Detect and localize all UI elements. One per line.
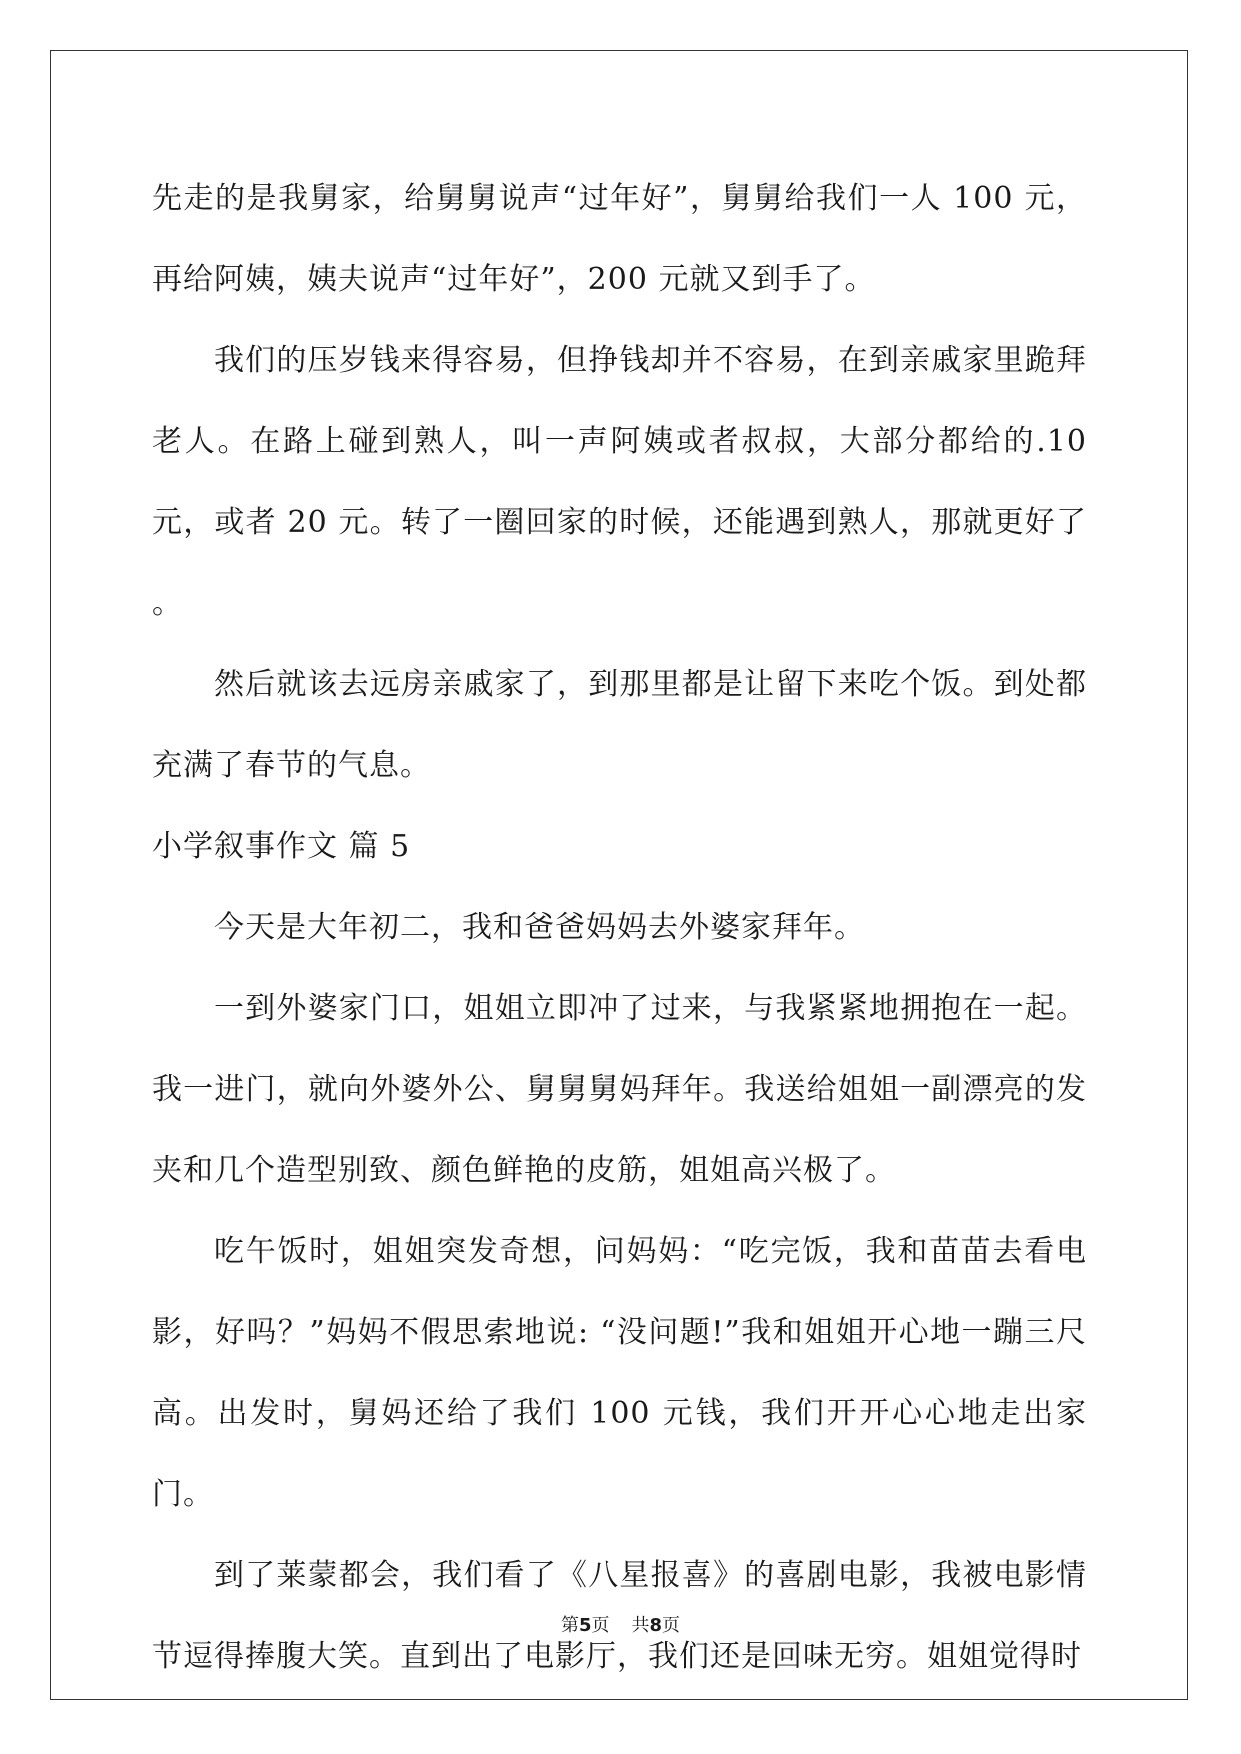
- document-body: [152, 158, 1087, 1697]
- paragraph-6: 吃午饭时，姐姐突发奇想，问妈妈：“吃完饭，我和苗苗去看电影，好吗？”妈妈不假思索地说: “没问题!”我和姐姐开心地一蹦三尺高。出发时，舅妈还给了我们 100 元钱，我们开开心心地走出家门。: [152, 1234, 1087, 1512]
- footer-total-prefix: 共: [631, 1615, 650, 1636]
- footer-page-prefix: 第: [560, 1615, 579, 1636]
- page-footer: [0, 1614, 1241, 1638]
- section-heading: 小学叙事作文 篇 5: [152, 829, 411, 864]
- paragraph-5: 一到外婆家门口，姐姐立即冲了过来，与我紧紧地拥抱在一起。我一进门，就向外婆外公、舅舅舅妈拜年。我送给姐姐一副漂亮的发夹和几个造型别致、颜色鲜艳的皮筋，姐姐高兴极了。: [152, 991, 1087, 1188]
- paragraph-7: 到了莱蒙都会，我们看了《八星报喜》的喜剧电影，我被电影情节逗得捧腹大笑。直到出了电影厅，我们还是回味无穷。姐姐觉得时: [152, 1558, 1087, 1674]
- footer-page-number: 5: [578, 1615, 592, 1636]
- paragraph-2: 我们的压岁钱来得容易，但挣钱却并不容易，在到亲戚家里跪拜老人。在路上碰到熟人，叫一声阿姨或者叔叔，大部分都给的.10 元，或者 20 元。转了一圈回家的时候，还能遇到熟人，那就更好了 。: [152, 343, 1087, 621]
- paragraph-4: 今天是大年初二，我和爸爸妈妈去外婆家拜年。: [214, 910, 865, 945]
- footer-page-suffix: 页: [591, 1615, 610, 1636]
- footer-total-pages: 8: [649, 1615, 663, 1636]
- paragraph-1: 先走的是我舅家，给舅舅说声“过年好”，舅舅给我们一人 100 元，再给阿姨，姨夫说声“过年好”，200 元就又到手了。: [152, 181, 1087, 297]
- paragraph-3: 然后就该去远房亲戚家了，到那里都是让留下来吃个饭。到处都充满了春节的气息。: [152, 667, 1087, 783]
- footer-total-suffix: 页: [662, 1615, 681, 1636]
